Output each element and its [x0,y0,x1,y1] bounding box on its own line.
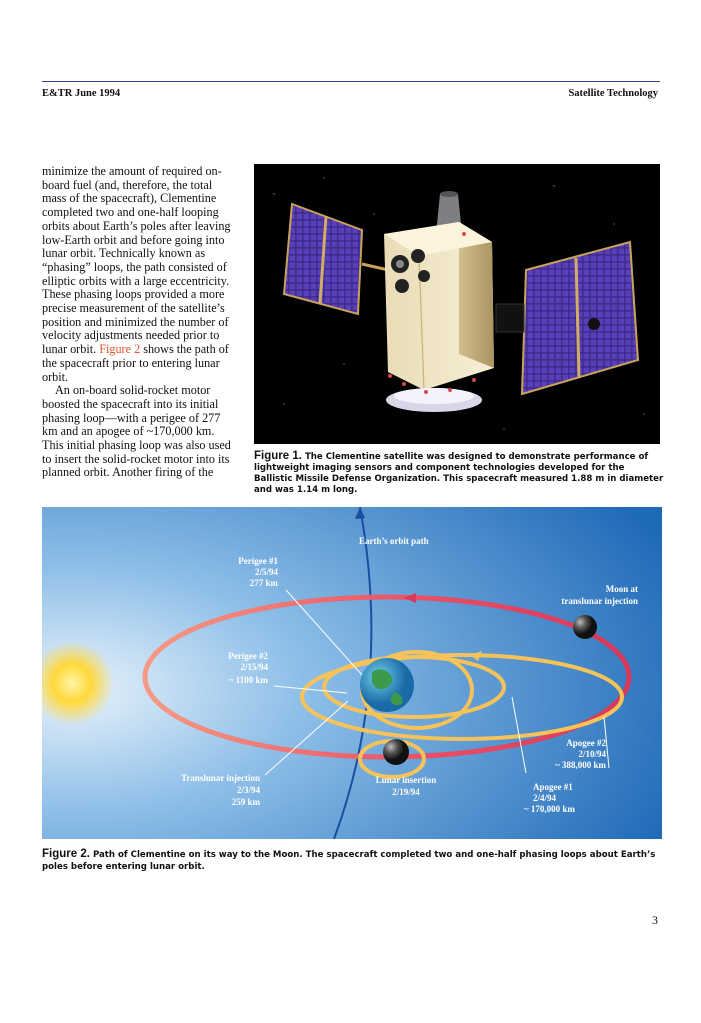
figure-2-label: Figure 2. [42,848,90,860]
perigee2-altitude: ~ 1100 km [228,675,268,685]
figure-1-caption: Figure 1. The Clementine satellite was designed to demonstrate performance of lightweight imaging sensors and component technologies developed for the Ballistic Missile Defense Organization. This spacecraft measured 1.88 m in diameter and was 1.14 m long. [254,450,664,495]
perigee1-altitude: 277 km [249,578,278,588]
perigee1-date: 2/5/94 [254,567,278,577]
moon-tli-line2: translunar injection [561,596,638,606]
clementine-satellite-illustration [254,164,660,444]
paragraph-1: minimize the amount of required on-board fuel (and, therefore, the total mass of the spacecraft), Clementine completed two and one-half looping orbits about Earth’s poles after leaving low-Earth orbit and before going into lunar orbit. Technically known as “phasing” loops, the path consisted of elliptic orbits with a large eccentricity. These phasing loops provided a more precise measurement of the satellite’s position and minimized the number of velocity adjustments needed prior to lunar orbit. Figure 2 shows the path of the spacecraft prior to entering lunar orbit. [42,164,231,384]
apogee1-title: Apogee #1 [533,782,573,792]
spacecraft-body [384,222,494,412]
right-solar-panel [496,242,638,394]
translunar-date: 2/3/94 [236,785,260,795]
section-title: Satellite Technology [568,88,658,99]
apogee1-distance: ~ 170,000 km [524,804,575,814]
figure-2-link[interactable]: Figure 2 [99,342,141,357]
figure-2-diagram [42,507,662,839]
page-number: 3 [652,913,658,927]
apogee2-distance: ~ 388,000 km [555,760,606,770]
moon-lunar-insertion-icon [383,739,409,765]
header-rule [42,81,660,82]
orbit-path-diagram [42,507,662,839]
perigee2-title: Perigee #2 [228,651,268,661]
perigee2-date: 2/15/94 [240,662,268,672]
lunar-insertion-date: 2/19/94 [392,787,420,797]
moon-at-tli-icon [573,615,597,639]
moon-tli-line1: Moon at [605,584,638,594]
figure-2-caption: Figure 2. Path of Clementine on its way to the Moon. The spacecraft completed two and one-half phasing loops about Earth’s poles before entering lunar orbit. [42,848,656,872]
figure-1-label: Figure 1. [254,450,302,462]
lunar-insertion-title: Lunar insertion [375,775,437,785]
apogee2-title: Apogee #2 [566,738,606,748]
apogee2-date: 2/10/94 [578,749,606,759]
translunar-title: Translunar injection [181,773,260,783]
apogee1-date: 2/4/94 [533,793,557,803]
body-text [42,165,238,480]
figure-1-image [254,164,660,444]
journal-issue: E&TR June 1994 [42,88,121,99]
perigee1-title: Perigee #1 [238,556,278,566]
paragraph-2: An on-board solid-rocket motor boosted the spacecraft into its initial phasing loop—with a perigee of 277 km and an apogee of ~170,000 km. This initial phasing loop was also used to insert the solid-rocket motor into its planned orbit. Another firing of the [42,383,231,480]
translunar-altitude: 259 km [231,797,260,807]
earth-orbit-label: Earth’s orbit path [359,536,429,546]
